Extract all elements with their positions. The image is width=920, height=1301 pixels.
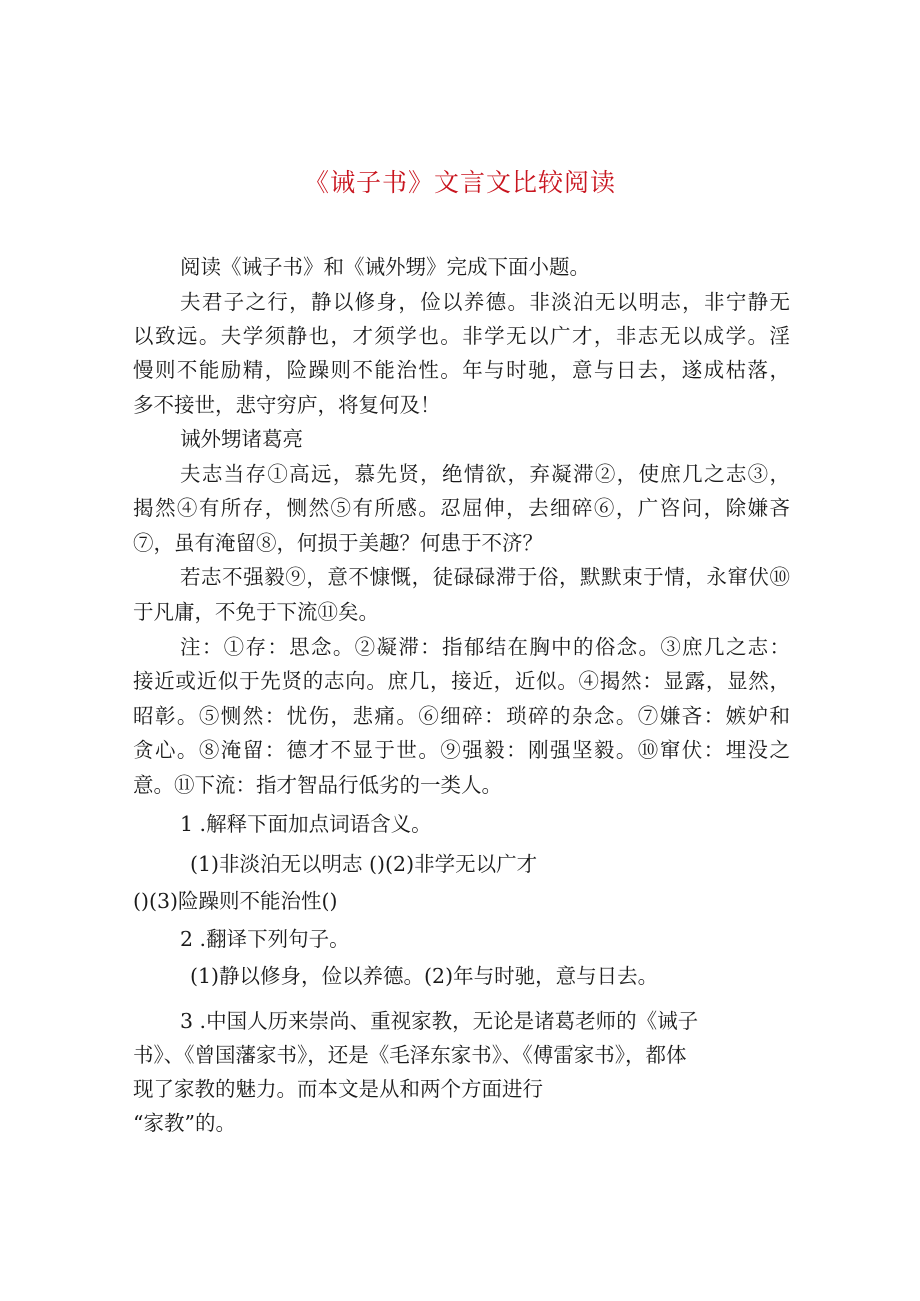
intro-text: 阅读《诫子书》和《诫外甥》完成下面小题。 bbox=[180, 255, 590, 279]
passage2-line: 于凡庸，不免于下流⑪矣。 bbox=[133, 600, 379, 624]
passage1-line: 以致远。夫学须静也，才须学也。非学无以广才，非志无以成学。淫 bbox=[133, 324, 790, 348]
notes-line: 接近或近似于先贤的志向。庶几，接近，近似。④揭然：显露，显然， bbox=[133, 669, 790, 693]
passage1-line: 慢则不能励精，险躁则不能治性。年与时驰，意与日去，遂成枯落， bbox=[133, 358, 790, 382]
document-title: 《诫子书》文言文比较阅读 bbox=[303, 168, 616, 197]
notes-line: 贪心。⑧淹留：德才不显于世。⑨强毅：刚强坚毅。⑩窜伏：埋没之 bbox=[133, 738, 790, 762]
passage1-line: 多不接世，悲守穷庐，将复何及！ bbox=[133, 393, 441, 417]
question-3-line: “家教”的。 bbox=[133, 1111, 236, 1135]
notes-line: 注：①存：思念。②凝滞：指郁结在胸中的俗念。③庶几之志： bbox=[180, 635, 790, 659]
question-3-line: 书》、《曾国藩家书》，还是《毛泽东家书》、《傅雷家书》，都体 bbox=[133, 1043, 687, 1067]
question-3-line: 3 .中国人历来崇尚、重视家教，无论是诸葛老师的《诫子 bbox=[180, 1009, 699, 1033]
question-3-line: 现了家教的魅力。而本文是从和两个方面进行 bbox=[133, 1077, 543, 1101]
passage2-line: ⑦，虽有淹留⑧，何损于美趣？何患于不济？ bbox=[133, 531, 543, 555]
passage2-title: 诫外甥诸葛亮 bbox=[180, 427, 303, 451]
question-1-line: (1)非淡泊无以明志 ()(2)非学无以广才 bbox=[190, 852, 538, 876]
question-2-line: (1)静以修身，俭以养德。(2)年与时驰，意与日去。 bbox=[190, 964, 659, 988]
passage2-line: 揭然④有所存，恻然⑤有所感。忍屈伸，去细碎⑥，广咨问，除嫌吝 bbox=[133, 496, 790, 520]
question-2-stem: 2 .翻译下列句子。 bbox=[180, 927, 350, 951]
question-1-line: ()(3)险躁则不能治性() bbox=[133, 889, 338, 913]
passage2-line: 夫志当存①高远，慕先贤，绝情欲，弃凝滞②，使庶几之志③， bbox=[180, 462, 790, 486]
passage1-line: 夫君子之行，静以修身，俭以养德。非淡泊无以明志，非宁静无 bbox=[180, 290, 790, 314]
passage2-line: 若志不强毅⑨，意不慷慨，徒碌碌滞于俗，默默束于情，永窜伏⑩ bbox=[180, 565, 790, 589]
notes-line: 昭彰。⑤恻然：忧伤，悲痛。⑥细碎：琐碎的杂念。⑦嫌吝：嫉妒和 bbox=[133, 704, 790, 728]
notes-line: 意。⑪下流：指才智品行低劣的一类人。 bbox=[133, 773, 502, 797]
question-1-stem: 1 .解释下面加点词语含义。 bbox=[180, 812, 432, 836]
